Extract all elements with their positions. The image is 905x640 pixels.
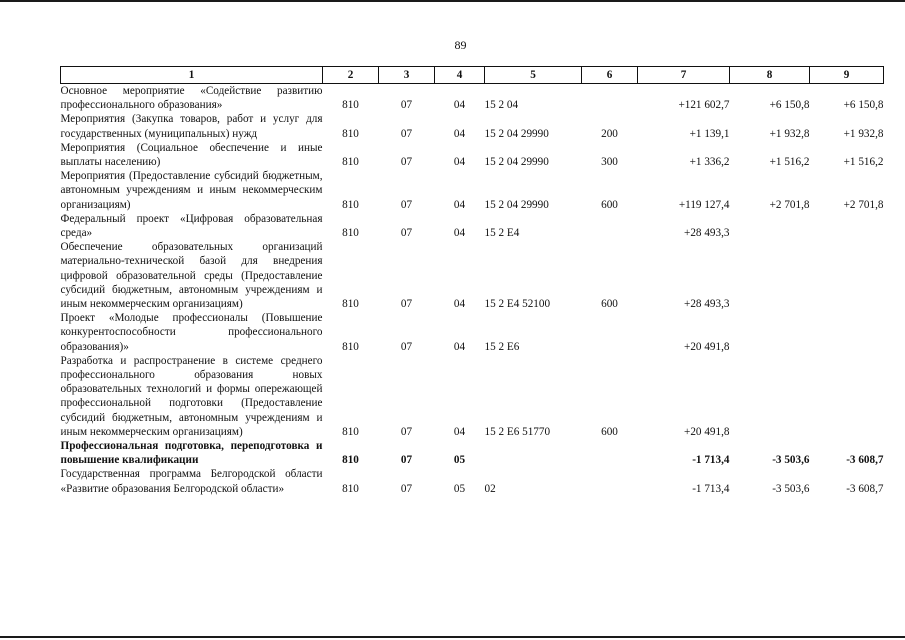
cell-section: 07 — [400, 127, 413, 140]
cell-amount-year1: -1 713,4 — [692, 482, 730, 495]
cell-target-article: 15 2 04 29990 — [484, 127, 549, 140]
cell-amount-year2: -3 503,6 — [772, 454, 810, 467]
cell-section: 07 — [400, 340, 413, 353]
table-row — [61, 212, 884, 240]
table-row — [61, 112, 884, 140]
cell-expense-type: 600 — [601, 198, 618, 211]
cell-expense-type — [582, 311, 638, 354]
cell-amount-year2 — [730, 354, 810, 439]
cell-amount-year2: +1 516,2 — [769, 156, 810, 169]
cell-target-article: 15 2 E4 — [484, 227, 520, 240]
cell-section: 07 — [400, 482, 413, 495]
cell-amount-year2 — [730, 212, 810, 240]
column-header: 3 — [379, 67, 435, 84]
cell-ministry-code: 810 — [342, 340, 359, 353]
cell-section: 07 — [400, 454, 413, 467]
table-row — [61, 311, 884, 354]
cell-amount-year3 — [810, 311, 884, 354]
cell-subsection: 04 — [453, 340, 466, 353]
column-header: 7 — [638, 67, 730, 84]
cell-amount-year1: +20 491,8 — [684, 425, 730, 438]
cell-subsection: 04 — [453, 227, 466, 240]
cell-ministry-code: 810 — [342, 298, 359, 311]
scan-edge-top — [0, 0, 905, 2]
cell-target-article: 15 2 E6 — [484, 340, 520, 353]
cell-amount-year2: +1 932,8 — [769, 127, 810, 140]
table-header-row — [61, 67, 884, 84]
cell-ministry-code: 810 — [342, 454, 359, 467]
table-row — [61, 467, 884, 495]
cell-ministry-code: 810 — [342, 425, 359, 438]
cell-subsection: 05 — [453, 482, 466, 495]
cell-subsection: 04 — [453, 425, 466, 438]
cell-target-article: 15 2 E6 51770 — [484, 425, 551, 438]
cell-subsection: 05 — [453, 454, 466, 467]
row-description: Профессиональная подготовка, переподготовка и повышение квалификации — [60, 440, 323, 467]
row-description: Мероприятия (Социальное обеспечение и иные выплаты населению) — [60, 141, 323, 169]
column-header: 2 — [323, 67, 379, 84]
cell-amount-year2: +2 701,8 — [769, 198, 810, 211]
cell-amount-year2: +6 150,8 — [769, 99, 810, 112]
cell-subsection: 04 — [453, 127, 466, 140]
cell-ministry-code: 810 — [342, 198, 359, 211]
table-row — [61, 240, 884, 311]
row-description: Государственная программа Белгородской области «Развитие образования Белгородской области» — [60, 468, 323, 495]
cell-amount-year1: +121 602,7 — [678, 99, 730, 112]
cell-ministry-code: 810 — [342, 127, 359, 140]
cell-section: 07 — [400, 298, 413, 311]
table-row — [61, 169, 884, 212]
cell-amount-year1: -1 713,4 — [692, 454, 730, 467]
cell-subsection: 04 — [453, 298, 466, 311]
cell-amount-year3 — [810, 240, 884, 311]
column-header: 9 — [810, 67, 884, 84]
cell-amount-year2: -3 503,6 — [772, 482, 810, 495]
cell-expense-type — [582, 467, 638, 495]
row-description: Мероприятия (Предоставление субсидий бюджетным, автономным учреждениям и иным некоммерческим организациям) — [60, 170, 323, 211]
table-row — [61, 439, 884, 467]
cell-amount-year1: +28 493,3 — [684, 298, 730, 311]
cell-target-article: 02 — [484, 482, 496, 495]
cell-ministry-code: 810 — [342, 156, 359, 169]
cell-amount-year1: +1 336,2 — [689, 156, 730, 169]
row-description: Федеральный проект «Цифровая образовательная среда» — [60, 212, 323, 240]
column-header: 6 — [582, 67, 638, 84]
cell-ministry-code: 810 — [342, 99, 359, 112]
cell-target-article — [485, 439, 582, 467]
cell-amount-year2 — [730, 240, 810, 311]
row-description: Разработка и распространение в системе среднего профессионального образования новых образовательных технологий и формы опережающей профессиональной подготовки (Предоставление субсидий бюджетным, автономным учреждениям и иным некоммерческим организациям) — [60, 354, 323, 438]
cell-amount-year1: +119 127,4 — [678, 198, 730, 211]
row-description: Основное мероприятие «Содействие развитию профессионального образования» — [60, 85, 323, 112]
cell-section: 07 — [400, 227, 413, 240]
cell-expense-type: 600 — [601, 425, 618, 438]
cell-target-article: 15 2 04 — [484, 99, 519, 112]
scan-edge-bottom — [0, 636, 905, 638]
cell-amount-year3: +6 150,8 — [843, 99, 884, 112]
table-body — [61, 84, 884, 496]
cell-expense-type: 600 — [601, 298, 618, 311]
cell-ministry-code: 810 — [342, 227, 359, 240]
cell-expense-type: 200 — [601, 127, 618, 140]
cell-section: 07 — [400, 156, 413, 169]
cell-subsection: 04 — [453, 99, 466, 112]
cell-expense-type — [582, 212, 638, 240]
cell-ministry-code: 810 — [342, 482, 359, 495]
cell-section: 07 — [400, 425, 413, 438]
cell-amount-year3: +1 516,2 — [843, 156, 884, 169]
budget-table — [60, 66, 884, 496]
cell-target-article: 15 2 04 29990 — [484, 156, 549, 169]
row-description: Мероприятия (Закупка товаров, работ и услуг для государственных (муниципальных) нужд — [60, 113, 323, 140]
row-description: Обеспечение образовательных организаций материально-технической базой для внедрения цифровой образовательной среды (Предоставление субсидий бюджетным, автономным учреждениям и иным некоммерческим организациям) — [60, 241, 323, 311]
cell-expense-type — [582, 84, 638, 113]
cell-amount-year3 — [810, 212, 884, 240]
cell-amount-year3: +1 932,8 — [843, 127, 884, 140]
cell-amount-year1: +28 493,3 — [684, 227, 730, 240]
cell-target-article: 15 2 E4 52100 — [484, 298, 551, 311]
cell-expense-type: 300 — [601, 156, 618, 169]
row-description: Проект «Молодые профессионалы (Повышение конкурентоспособности профессионального образования)» — [60, 312, 323, 353]
cell-amount-year1: +20 491,8 — [684, 340, 730, 353]
table-row — [61, 141, 884, 169]
cell-subsection: 04 — [453, 156, 466, 169]
cell-amount-year3 — [810, 354, 884, 439]
cell-amount-year1: +1 139,1 — [689, 127, 730, 140]
cell-section: 07 — [400, 99, 413, 112]
table-row — [61, 354, 884, 439]
cell-target-article: 15 2 04 29990 — [484, 198, 549, 211]
page-number: 89 — [454, 38, 467, 52]
cell-section: 07 — [400, 198, 413, 211]
column-header: 1 — [61, 67, 323, 84]
column-header: 8 — [730, 67, 810, 84]
column-header: 4 — [435, 67, 485, 84]
cell-amount-year3: +2 701,8 — [843, 198, 884, 211]
cell-amount-year2 — [730, 311, 810, 354]
column-header: 5 — [485, 67, 582, 84]
cell-amount-year3: -3 608,7 — [846, 454, 884, 467]
table-row — [61, 84, 884, 113]
cell-amount-year3: -3 608,7 — [846, 482, 884, 495]
cell-expense-type — [582, 439, 638, 467]
cell-subsection: 04 — [453, 198, 466, 211]
